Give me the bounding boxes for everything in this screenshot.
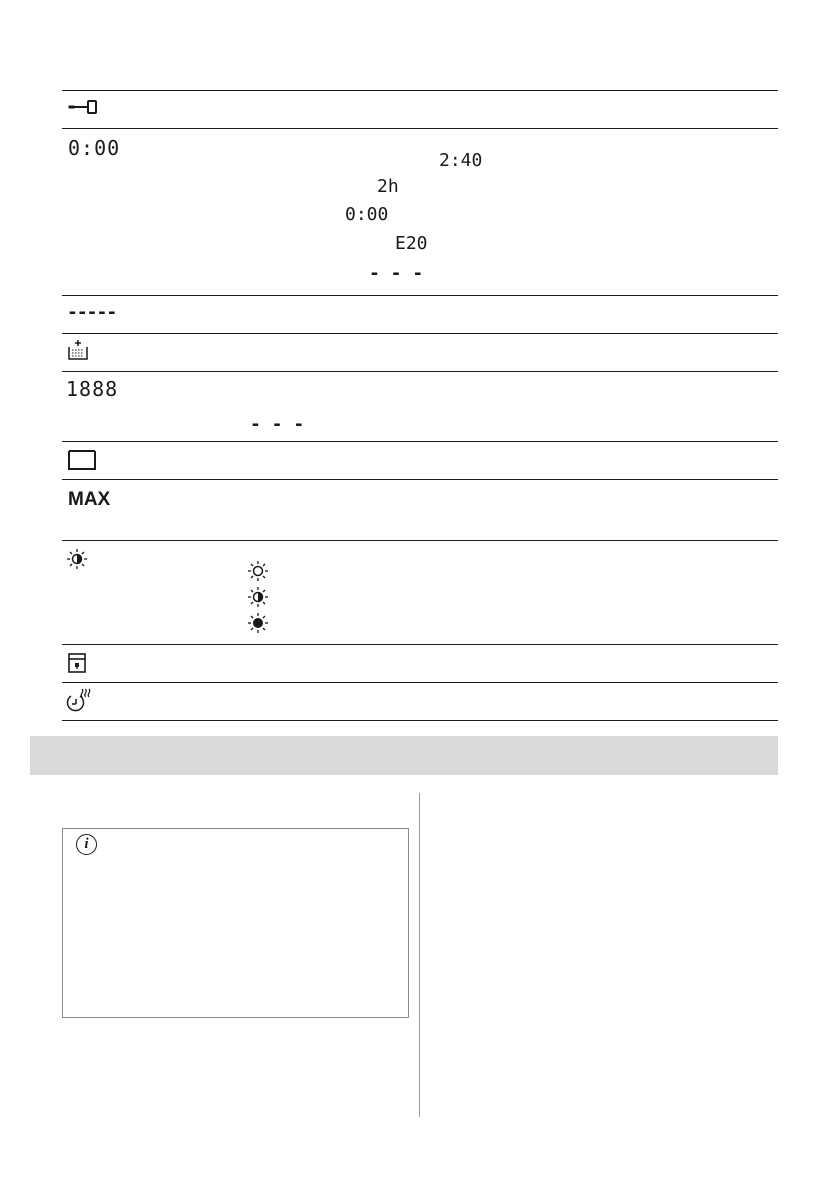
display-value-hours: 2h <box>377 176 399 197</box>
dashes-icon: ----- <box>67 302 117 323</box>
row-divider <box>62 295 778 296</box>
display-value-dashes: - - - <box>369 263 424 284</box>
row-divider <box>62 333 778 334</box>
brightness-icon <box>66 548 88 570</box>
time-display-icon: 0:00 <box>68 136 121 160</box>
heat-timer-icon <box>66 688 92 712</box>
brightness-low-icon <box>247 560 269 582</box>
display-value-countdown: 2:40 <box>439 150 483 171</box>
key-icon <box>68 100 98 114</box>
info-box <box>62 828 409 1018</box>
brightness-high-icon <box>247 612 269 634</box>
numeric-display-icon: 1888 <box>66 377 119 401</box>
row-divider <box>62 644 778 645</box>
info-icon: i <box>76 834 97 855</box>
row-divider <box>62 479 778 480</box>
column-divider <box>419 793 420 1117</box>
display-value-error-code: E20 <box>395 233 428 254</box>
brightness-medium-icon <box>247 586 269 608</box>
tray-icon <box>68 450 96 470</box>
row-divider <box>62 540 778 541</box>
display-value-zero: 0:00 <box>345 204 389 225</box>
door-lock-icon <box>68 653 86 673</box>
section-header-band <box>30 736 778 775</box>
row-divider <box>62 441 778 442</box>
row-divider <box>62 682 778 683</box>
display-value-dashes: - - - <box>250 414 305 435</box>
table-top-line <box>62 90 778 91</box>
row-divider <box>62 371 778 372</box>
row-divider <box>62 128 778 129</box>
salt-icon <box>68 339 88 361</box>
table-bottom-line <box>62 720 778 721</box>
max-label: MAX <box>68 489 111 510</box>
